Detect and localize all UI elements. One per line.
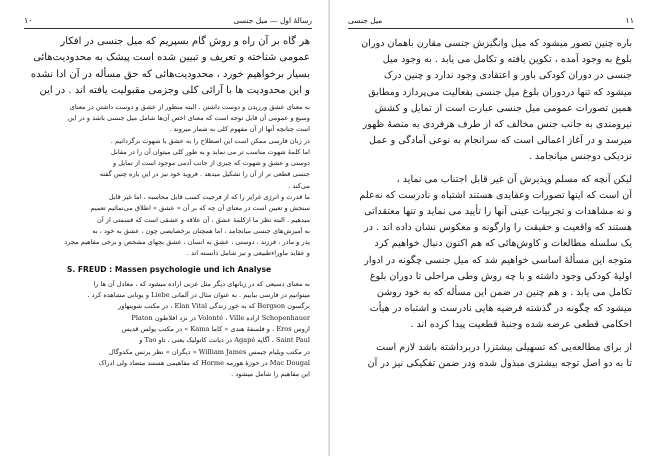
footnote-line: ما قدرت و انرژی غرایز را که از فرجیت کسب قابل محاسبه ، اما غیر قابل bbox=[108, 193, 310, 201]
text-line: عمومی شناخته و تعریف و تبیین شده است پیشک به محدودیت‌هائی bbox=[33, 52, 310, 64]
footnote-line: برگسون Bergson که به خور زندگی Elan Vital ، در مکتب شوپنهاور bbox=[118, 302, 310, 311]
right-header-rule bbox=[348, 28, 634, 29]
text-line: میرسد و در آغاز اعمالی است که سرانجام به نوعی آمادگی و عمل bbox=[368, 135, 632, 147]
text-line: میشود که چگونه در گذشته فرضیه هایی نادرست و اشتباه در هیأت bbox=[369, 303, 632, 315]
left-page-body bbox=[28, 34, 310, 380]
right-paragraph-2 bbox=[350, 172, 632, 334]
text-line: میشود که تنها دردوران بلوغ میل جنسی بفعالیت می‌پردازد ومطابق bbox=[368, 86, 632, 98]
right-page bbox=[330, 0, 660, 456]
text-line: تا به دو اصل توجه بیشتری مبذول شده ودر ضمن تفکیکی نیز در آن bbox=[367, 357, 632, 369]
left-footnotes-bottom bbox=[28, 279, 310, 381]
right-paragraph-1 bbox=[350, 36, 632, 166]
reference-heading: S. FREUD : Massen psychologie und ich Analyse bbox=[66, 264, 272, 274]
text-line: آن است که اینها تصورات وعقایدی هستند اشتباه و نادرست که نه‌علم bbox=[359, 189, 632, 201]
footnote-line: میتوانیم در فارسی بیابیم . به عنوان مثال در آلمانی Liebe و یونانی مشاهده کرد . bbox=[87, 291, 310, 300]
text-line: نزدیکی دوجنس میانجامد . bbox=[528, 151, 632, 163]
left-running-title: رسالهٔ اول — میل جنسی bbox=[233, 15, 312, 25]
right-paragraph-3 bbox=[350, 340, 632, 372]
text-line: باره چنین تصور میشود که میل وانگیزش جنسی مقارن باهمان دوران bbox=[361, 38, 632, 49]
footnote-line: Mac Dougal در حوزهٔ هورمه Horme که مفاهیمی هستند متضاد ولی ادراک bbox=[98, 358, 310, 367]
footnote-line: به معنای عشق ورزیدن و دوست داشتن . البته منظور از عشق و دوست داشتن در معنای bbox=[69, 102, 310, 111]
left-page-header bbox=[24, 14, 312, 26]
footnote-line: پدر و مادر ، فرزند ، دوستی ، عشق به انسان ، عشق بجهای مشخص و برخی مفاهیم مجرد bbox=[64, 238, 310, 247]
footnote-line: می‌کند . bbox=[288, 181, 310, 190]
right-running-title: میل جنسی bbox=[348, 15, 383, 25]
left-footnotes-top bbox=[28, 102, 310, 260]
right-page-header bbox=[348, 14, 634, 26]
text-line: احکامی قطعی عرضه شده وجنبهٔ قطعیت پیدا کرده اند . bbox=[410, 319, 632, 331]
text-line: هستند که واقعیت و حقیقت را وارگونه و معکوس نشان داده اند . در bbox=[364, 222, 632, 234]
right-page-body bbox=[350, 36, 632, 372]
text-line: بسیار برخواهیم خورد ، محدودیت‌هائی که حق مسأله در آن ادا نشده bbox=[30, 68, 310, 80]
text-line: لیکن آنچه که مسلم وپذیرش آن غیر قابل اجتناب می نماید ، bbox=[396, 173, 632, 185]
footnote-line: در زبان فارسی ممکن است این اصطلاح را به عشق یا شهوت برگردانیم . bbox=[110, 136, 310, 145]
text-line: بلوغ به وجود آمده ، تکوین یافته و تکامل می یابد . به وجود میل bbox=[382, 54, 632, 66]
footnote-line: اما کلمهٔ شهوت مناسب تر می نماید و به طور کلی میتوان آن را در مقابل bbox=[111, 147, 310, 156]
footnote-line: به آمیزش‌های جنسی میانجامد ، اما همچنان برخصایصی چون ، عشق به خود ، به bbox=[92, 226, 310, 235]
footnote-line: و عقاید ماوراءطبیعی و نیز شامل دانسته اند . bbox=[186, 249, 310, 258]
footnote-line: دوستی و عشق و شهوت که چیزی از جانب آدمی موجود است از تمایل و bbox=[113, 159, 310, 168]
text-line: نیرومندی به جانب جنس مخالف که از طرف هرفردی به منصهٔ ظهور bbox=[362, 119, 632, 131]
footnote-line: به معنای دسیعی که در زبانهای دیگر مثل عربی اراده میشود که ، معادل آن ها را bbox=[93, 279, 310, 288]
text-line: همین تصورات عمومی میل جنسی عبارت است از تمایل و کشش bbox=[374, 102, 632, 114]
footnote-line: است چنانچه آنها از آن مفهوم کلی به شمار میروند . bbox=[169, 125, 310, 134]
footnote-line: Saint Paul ، آگاپه Agapé در دیانت کاتولیک یعنی ، تاو Tao و bbox=[139, 336, 310, 345]
footnote-line: وسیع و عمومی آن قابل توجه است که معنای اخص آن‌ها شامل میل جنسی باشد و در این bbox=[67, 113, 310, 122]
text-line: اولیهٔ کودکی وجود داشته و با چه روش وطی مراحلی تا دوران بلوغ bbox=[369, 270, 632, 282]
text-line: تکامل می یابد . و هم چنین در ضمن این مسأله که به خود روشن bbox=[376, 287, 632, 299]
text-line: و نه مشاهدات و تجربیات عینی آنها را تأیید می نماید و تنها معتقداتی bbox=[364, 206, 632, 218]
footnote-line: جنسی قطعی تر از آن را تشکیل میدهد . فروید خود نیز در این باره چنین گفته bbox=[99, 170, 310, 179]
left-page-number: ۱۰ bbox=[24, 15, 33, 25]
text-line: جنسی در دوران کودکی باور و اعتقادی وجود ندارد و چنین درک bbox=[384, 70, 632, 82]
text-line: یک سلسله مطالعات و کاوش‌هائی که هم اکنون دنبال خواهیم کرد bbox=[374, 238, 632, 250]
left-header-rule bbox=[24, 28, 312, 29]
text-line: هر گاه بر آن راه و روش گام بسپریم که میل جنسی در افکار bbox=[60, 36, 310, 47]
footnote-line: میدهیم . البته نظر ما ازکلمهٔ عشق ، آن علاقه و عشقی است که قسمتی از آن bbox=[97, 215, 310, 224]
text-line: و این محدودیت ها با آرائی کلی وجزمی مقبولیت یافته اند . در این bbox=[39, 85, 310, 97]
footnote-line: اروس Eros ، و فلسفهٔ هندی « کاما Kama » در مکتب پولس قدیس bbox=[121, 324, 310, 333]
right-page-number: ۱۱ bbox=[625, 15, 634, 25]
text-line: متوجه این مسألهٔ اساسی خواهیم شد که میل جنسی چگونه در ادوار bbox=[364, 254, 632, 266]
left-main-paragraph bbox=[28, 34, 310, 100]
footnote-line: سنجش و تعیین است در معنای آن چه که بر آن « عشق » اطلاق می‌نمائیم تعمیم bbox=[90, 204, 310, 213]
footnote-line: در مکتب ویلیام جیمس William James « دیگران » نظر پرنس مکدوگال bbox=[109, 347, 310, 356]
footnote-line: Schopenhauer اراده Volonté ، Ville در نزد افلاطون Platon bbox=[131, 313, 310, 322]
footnote-line: این مفاهیم را شامل میشود . bbox=[231, 370, 310, 379]
text-line: از برای مطالعه‌یی که تسهیلی بیشتررا دربرداشته باشد لازم است bbox=[376, 341, 632, 353]
